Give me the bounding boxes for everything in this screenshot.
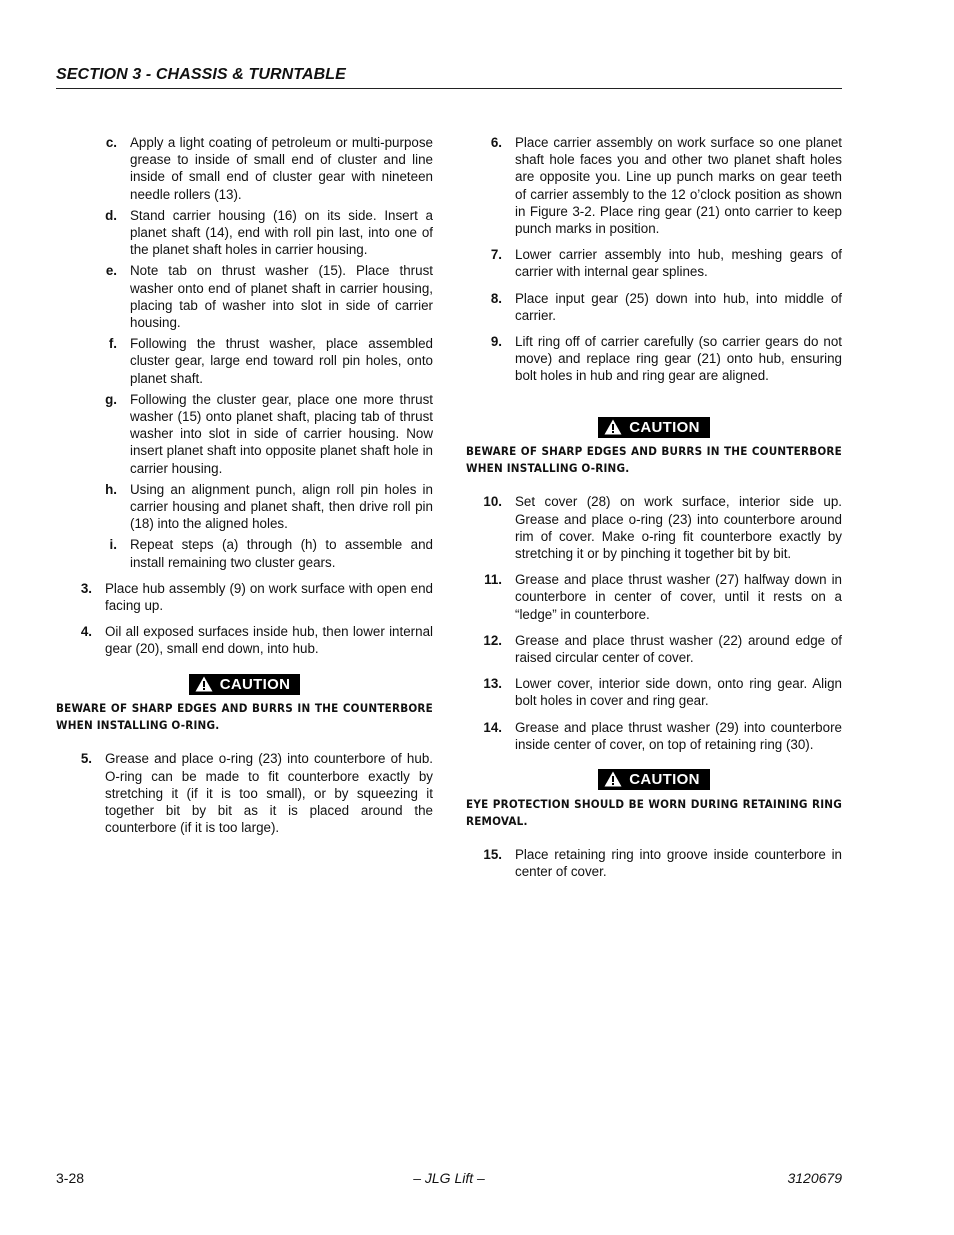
step-text: Place hub assembly (9) on work surface with open end facing up.	[105, 580, 433, 614]
caution-badge	[598, 769, 709, 790]
step-10	[466, 493, 842, 562]
step-label: 10.	[483, 494, 502, 510]
step-label: 14.	[483, 719, 502, 735]
substep-text: Following the thrust washer, place assembled cluster gear, large end toward roll pin holes, onto planet shaft.	[130, 336, 433, 386]
caution-text: BEWARE OF SHARP EDGES AND BURRS IN THE COUNTERBORE WHEN INSTALLING O-RING.	[466, 444, 842, 476]
substep-text: Repeat steps (a) through (h) to assemble and install remaining two cluster gears.	[130, 537, 433, 570]
step-text: Set cover (28) on work surface, interior side up. Grease and place o-ring (23) into counterbore around rim of cover. Make o-ring fit counterbore exactly by stretching it or by pinching it together bit by bit.	[515, 494, 842, 561]
right-column	[466, 134, 842, 889]
step-label: 9.	[490, 334, 502, 350]
step-8	[466, 290, 842, 324]
substep-label: f.	[108, 336, 117, 352]
step-label: 11.	[484, 572, 502, 588]
step-label: 13.	[483, 676, 502, 692]
substep-label: e.	[105, 263, 117, 279]
substep-d	[56, 207, 433, 259]
substep-text: Using an alignment punch, align roll pin holes in carrier housing and planet shaft, then drive roll pin (18) into the aligned holes.	[130, 481, 433, 532]
step-label: 12.	[483, 632, 502, 648]
step-label: 3.	[80, 580, 92, 596]
substep-h	[56, 481, 433, 533]
substep-label: h.	[105, 481, 117, 497]
step-text: Lower cover, interior side down, onto ring gear. Align bolt holes in cover and ring gear.	[515, 676, 842, 709]
step-14	[466, 719, 842, 753]
step-6	[466, 134, 842, 237]
left-column	[56, 134, 433, 845]
caution-text: BEWARE OF SHARP EDGES AND BURRS IN THE COUNTERBORE WHEN INSTALLING O-RING.	[56, 701, 433, 733]
step-label: 6.	[490, 135, 502, 150]
warning-icon	[604, 771, 622, 787]
step-label: 15.	[483, 846, 502, 862]
caution-label: CAUTION	[629, 418, 700, 436]
substep-label: d.	[105, 207, 117, 223]
step-text: Lower carrier assembly into hub, meshing gears of carrier with internal gear splines.	[515, 247, 842, 280]
substep-text: Apply a light coating of petroleum or multi-purpose grease to inside of small end of cluster and line inside of small end of cluster gear with nineteen needle rollers (13).	[130, 135, 433, 202]
step-13	[466, 675, 842, 709]
substep-text: Note tab on thrust washer (15). Place thrust washer onto end of planet shaft in carrier housing, placing tab of washer into slot in side of carrier housing.	[130, 263, 433, 331]
caution-box	[56, 674, 433, 697]
caution-label: CAUTION	[219, 675, 291, 693]
substep-label: c.	[105, 135, 117, 150]
page-number: 3-28	[56, 1170, 85, 1186]
step-11	[466, 571, 842, 623]
caution-box	[466, 417, 842, 440]
substep-e	[56, 262, 433, 331]
caution-badge	[598, 417, 709, 438]
step-4	[42, 623, 433, 657]
step-9	[466, 333, 842, 385]
step-5	[42, 750, 433, 836]
step-text: Grease and place thrust washer (29) into counterbore inside center of cover, on top of retaining ring (30).	[515, 719, 842, 752]
document-number: 3120679	[787, 1170, 842, 1186]
substep-text: Following the cluster gear, place one more thrust washer (15) onto planet shaft, placing tab of thrust washer into slot in side of carrier housing. Now insert planet shaft into opposite planet shaft hole in carrier housing.	[130, 391, 433, 476]
step-label: 4.	[80, 624, 92, 640]
step-text: Grease and place thrust washer (22) around edge of raised circular center of cover.	[515, 632, 842, 665]
step-3	[42, 580, 433, 614]
footer-brand: – JLG Lift –	[413, 1170, 485, 1186]
section-title: SECTION 3 - CHASSIS & TURNTABLE	[56, 66, 346, 83]
step-15	[466, 846, 842, 880]
substep-label: g.	[105, 391, 117, 407]
substep-f	[56, 335, 433, 387]
substep-g	[56, 391, 433, 477]
page-header	[56, 66, 842, 89]
substep-text: Stand carrier housing (16) on its side. Insert a planet shaft (14), end with roll pin last, into one of the planet shaft holes in carrier housing.	[130, 207, 433, 258]
substep-c	[56, 134, 433, 203]
step-7	[466, 246, 842, 280]
step-text: Place carrier assembly on work surface so one planet shaft hole faces you and other two planet shaft holes are opposite you. Line up punch marks on gear teeth of carrier assembly to the 12 o’clock position as shown in Figure 3-2. Place ring gear (21) onto carrier to keep punch marks in position.	[515, 135, 842, 237]
step-text: Oil all exposed surfaces inside hub, then lower internal gear (20), small end down, into hub.	[105, 624, 433, 657]
warning-icon	[195, 676, 213, 692]
step-text: Place input gear (25) down into hub, into middle of carrier.	[515, 290, 842, 323]
step-text: Lift ring off of carrier carefully (so carrier gears do not move) and replace ring gear (21) onto hub, ensuring bolt holes in hub and ring gear are aligned.	[515, 334, 842, 384]
step-text: Grease and place thrust washer (27) halfway down in counterbore in center of cover, until it rests on a “ledge” in counterbore.	[515, 572, 842, 622]
step-label: 8.	[490, 290, 502, 306]
caution-text: EYE PROTECTION SHOULD BE WORN DURING RETAINING RING REMOVAL.	[466, 796, 842, 828]
caution-label: CAUTION	[629, 770, 700, 788]
step-12	[466, 632, 842, 666]
caution-badge	[189, 674, 300, 695]
step-label: 5.	[80, 751, 92, 767]
caution-box	[466, 769, 842, 792]
warning-icon	[604, 419, 622, 435]
step-label: 7.	[490, 247, 502, 263]
step-text: Grease and place o-ring (23) into counterbore of hub. O-ring can be made to fit counterbore exactly by stretching it (if it is too small), or by squeezing it together bit by bit as it is placed around the counterbore (if it is too large).	[105, 751, 433, 836]
substep-i	[56, 536, 433, 570]
step-text: Place retaining ring into groove inside counterbore in center of cover.	[515, 846, 842, 879]
substep-label: i.	[109, 537, 117, 553]
